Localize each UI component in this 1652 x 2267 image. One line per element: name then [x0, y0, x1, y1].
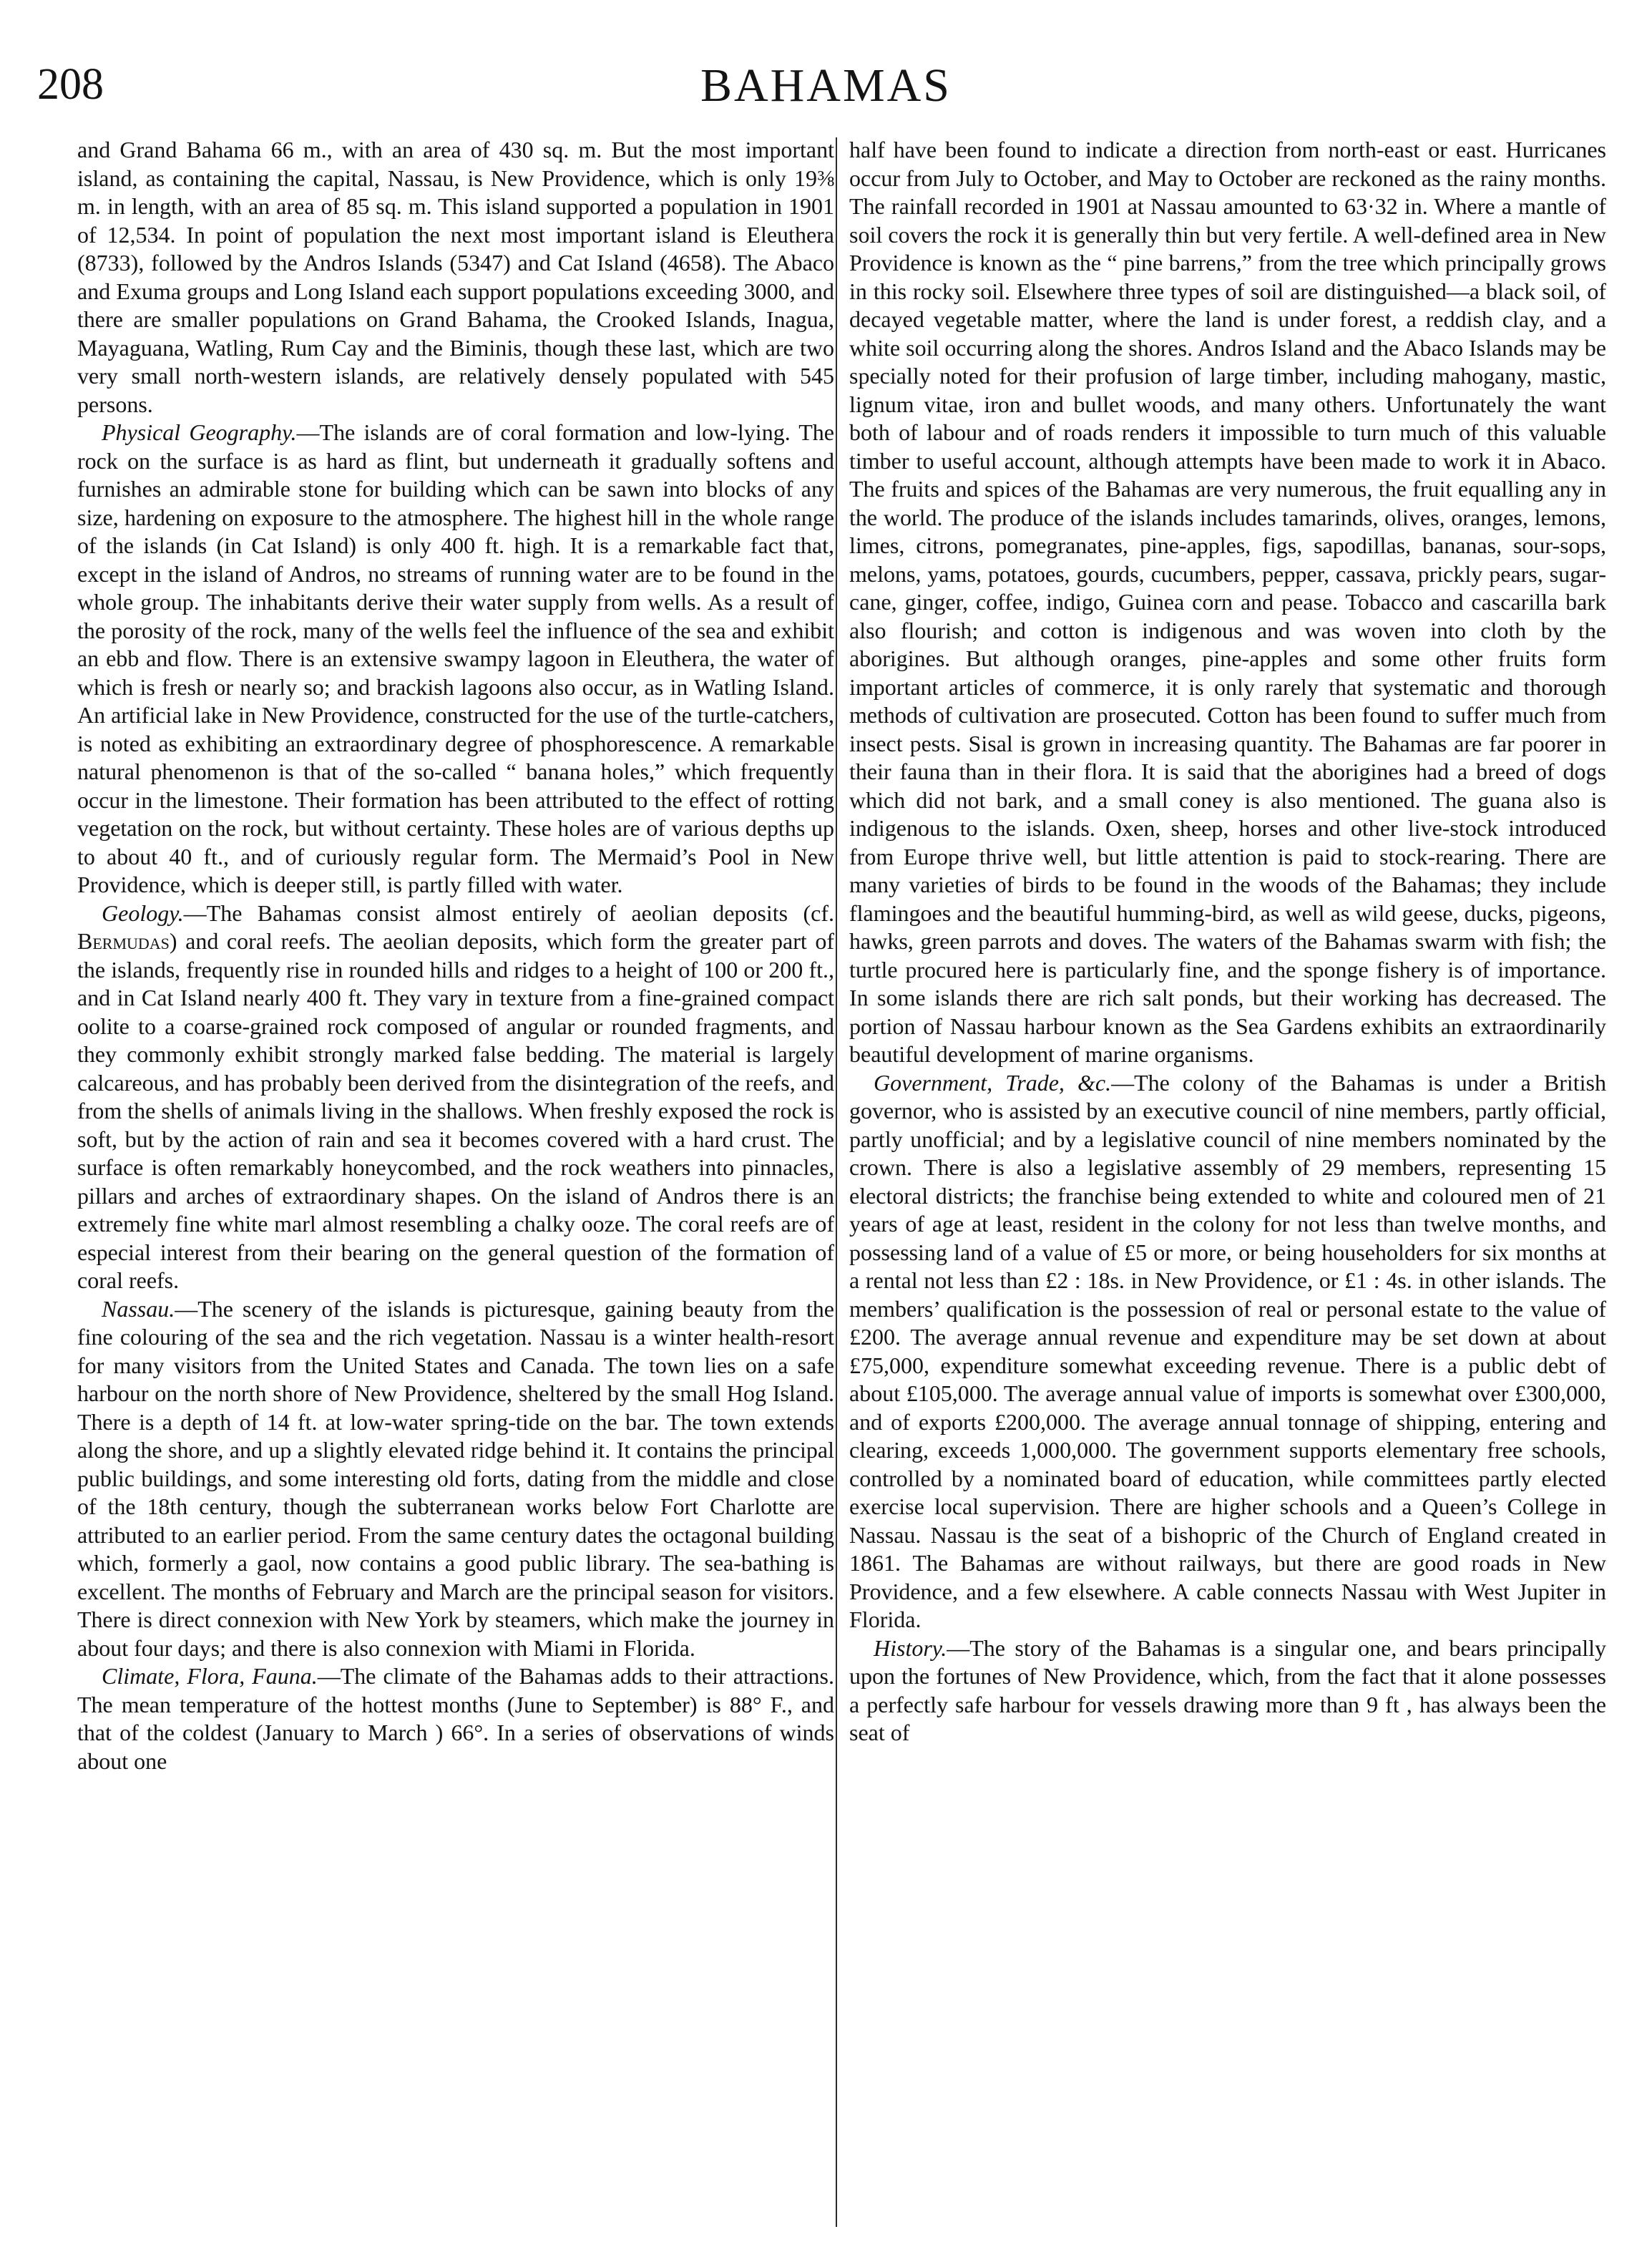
- paragraph-history: [849, 1634, 1606, 1747]
- section-heading-climate: Climate, Flora, Fauna.: [102, 1663, 318, 1689]
- cross-reference-bermudas: Bermudas: [77, 928, 170, 954]
- geology-text-a: —The Bahamas consist almost entirely of aeolian deposits (cf.: [183, 900, 834, 926]
- physical-geography-text: —The islands are of coral formation and low-lying. The rock on the surface is as hard as flint, but underneath it gradually softens and furnishes an admirable stone for building which can be sawn into blocks of any size, hardening on exposure to the atmosphere. The highest hill in the whole range of the islands (in Cat Island) is only 400 ft. high. It is a remarkable fact that, except in the island of Andros, no streams of running water are to be found in the whole group. The inhabitants derive their water supply from wells. As a result of the porosity of the rock, many of the wells feel the influence of the sea and exhibit an ebb and flow. There is an extensive swampy lagoon in Eleuthera, the water of which is fresh or nearly so; and brackish lagoons also occur, as in Watling Island. An artificial lake in New Providence, constructed for the use of the turtle-catchers, is noted as exhibiting an extraordinary degree of phosphorescence. A remarkable natural phenomenon is that of the so-called “ banana holes,” which frequently occur in the limestone. Their formation has been attributed to the effect of rotting vegetation on the rock, but without certainty. These holes are of various depths up to about 40 ft., and of curiously regular form. The Mermaid’s Pool in New Providence, which is deeper still, is partly filled with water.: [77, 419, 834, 897]
- right-column: [849, 136, 1606, 2233]
- history-text: —The story of the Bahamas is a singular one, and bears principally upon the fortunes of New Providence, which, from the fact that it alone possesses a perfectly safe harbour for vessels drawing more than 9 ft , has always been the seat of: [849, 1634, 1606, 1745]
- paragraph-islands-population: and Grand Bahama 66 m., with an area of 430 sq. m. But the most important island, as containing the capital, Nassau, is New Providence, which is only 19⅜ m. in length, with an area of 85 sq. m. This island supported a population in 1901 of 12,534. In point of population the next most important island is Eleuthera (8733), followed by the Andros Islands (5347) and Cat Island (4658). The Abaco and Exuma groups and Long Island each support populations exceeding 3000, and there are smaller populations on Grand Bahama, the Crooked Islands, Inagua, Mayaguana, Watling, Rum Cay and the Biminis, though these last, which are two very small north-western islands, are relatively densely populated with 545 persons.: [77, 137, 834, 417]
- page-number: 208: [37, 60, 104, 109]
- paragraph-government: [849, 1069, 1606, 1634]
- paragraph-climate-continued: half have been found to indicate a direction from north-east or east. Hurricanes occur from July to October, and May to October are reckoned as the rainy months. The rainfall recorded in 1901 at Nassau amounted to 63·32 in. Where a mantle of soil covers the rock it is generally thin but very fertile. A well-defined area in New Providence is known as the “ pine barrens,” from the tree which principally grows in this rocky soil. Elsewhere three types of soil are distinguished—a black soil, of decayed vegetable matter, where the land is under forest, a reddish clay, and a white soil occurring along the shores. Andros Island and the Abaco Islands may be specially noted for their profusion of large timber, including mahogany, mastic, lignum vitae, iron and bullet woods, and many others. Unfortunately the want both of labour and of roads renders it impossible to turn much of this valuable timber to useful account, although attempts have been made to work it in Abaco. The fruits and spices of the Bahamas are very numerous, the fruit equalling any in the world. The produce of the islands includes tamarinds, olives, oranges, lemons, limes, citrons, pomegranates, pine-apples, figs, sapodillas, bananas, sour-sops, melons, yams, potatoes, gourds, cucumbers, pepper, cassava, prickly pears, sugar-cane, ginger, coffee, indigo, Guinea corn and pease. Tobacco and cascarilla bark also flourish; and cotton is indigenous and was woven into cloth by the aborigines. But although oranges, pine-apples and some other fruits form important articles of commerce, it is only rarely that systematic and thorough methods of cultivation are prosecuted. Cotton has been found to suffer much from insect pests. Sisal is grown in increasing quantity. The Bahamas are far poorer in their fauna than in their flora. It is said that the aborigines had a breed of dogs which did not bark, and a small coney is also mentioned. The guana also is indigenous to the islands. Oxen, sheep, horses and other live-stock introduced from Europe thrive well, but little attention is paid to stock-rearing. There are many varieties of birds to be found in the woods of the Bahamas; they include flamingoes and the beautiful humming-bird, as well as wild geese, ducks, pigeons, hawks, green parrots and doves. The waters of the Bahamas swarm with fish; the turtle procured here is particularly fine, and the sponge fishery is of importance. In some islands there are rich salt ponds, but their working has decreased. The portion of Nassau harbour known as the Sea Gardens exhibits an extraordinarily beautiful development of marine organisms.: [849, 137, 1606, 1067]
- section-heading-physical-geography: Physical Geography.: [102, 419, 297, 445]
- text-columns: [77, 136, 1606, 2233]
- left-column: [77, 136, 834, 2233]
- climate-text: —The climate of the Bahamas adds to their attractions. The mean temperature of the hottest months (June to September) is 88° F., and that of the coldest (January to March ) 66°. In a series of observations of winds about one: [77, 1663, 834, 1774]
- paragraph-geology: [77, 900, 834, 1295]
- running-title: BAHAMAS: [700, 59, 952, 112]
- nassau-text: —The scenery of the islands is picturesque, gaining beauty from the fine colouring of the sea and the rich vegetation. Nassau is a winter health-resort for many visitors from the United States and Canada. The town lies on a safe harbour on the north shore of New Providence, sheltered by the small Hog Island. There is a depth of 14 ft. at low-water spring-tide on the bar. The town extends along the shore, and up a slightly elevated ridge behind it. It contains the principal public buildings, and some interesting old forts, dating from the middle and close of the 18th century, though the subterranean works below Fort Charlotte are attributed to an earlier period. From the same century dates the octagonal building which, formerly a gaol, now contains a good public library. The sea-bathing is excellent. The months of February and March are the principal season for visitors. There is direct connexion with New York by steamers, which make the journey in about four days; and there is also connexion with Miami in Florida.: [77, 1295, 834, 1661]
- section-heading-government: Government, Trade, &c.: [874, 1069, 1112, 1096]
- section-heading-geology: Geology.: [102, 900, 184, 926]
- paragraph-climate: [77, 1662, 834, 1775]
- section-heading-nassau: Nassau.: [102, 1295, 175, 1322]
- paragraph-physical-geography: [77, 419, 834, 900]
- paragraph-nassau: [77, 1295, 834, 1663]
- government-text: —The colony of the Bahamas is under a British governor, who is assisted by an executive council of nine members, partly official, partly unofficial; and by a legislative council of nine members nominated by the crown. There is also a legislative assembly of 29 members, representing 15 electoral districts; the franchise being extended to white and coloured men of 21 years of age at least, resident in the colony for not less than twelve months, and possessing land of a value of £5 or more, or being householders for six months at a rental not less than £2 : 18s. in New Providence, or £1 : 4s. in other islands. The members’ qualification is the possession of real or personal estate to the value of £200. The average annual revenue and expenditure may be set down at about £75,000, expenditure somewhat exceeding revenue. There is a public debt of about £105,000. The average annual value of imports is somewhat over £300,000, and of exports £200,000. The average annual tonnage of shipping, entering and clearing, exceeds 1,000,000. The government supports elementary free schools, controlled by a nominated board of education, while committees partly elected exercise local supervision. There are higher schools and a Queen’s College in Nassau. Nassau is the seat of a bishopric of the Church of England created in 1861. The Bahamas are without railways, but there are good roads in New Providence, and a few elsewhere. A cable connects Nassau with West Jupiter in Florida.: [849, 1069, 1606, 1632]
- section-heading-history: History.: [874, 1634, 947, 1661]
- geology-text-b: ) and coral reefs. The aeolian deposits, which form the greater part of the islands, frequently rise in rounded hills and ridges to a height of 100 or 200 ft., and in Cat Island nearly 400 ft. They vary in texture from a fine-grained compact oolite to a coarse-grained rock composed of angular or rounded fragments, and they commonly exhibit strongly marked false bedding. The material is largely calcareous, and has probably been derived from the disintegration of the reefs, and from the shells of animals living in the shallows. When freshly exposed the rock is soft, but by the action of rain and sea it becomes covered with a hard crust. The surface is often remarkably honeycombed, and the rock weathers into pinnacles, pillars and arches of extraordinary shapes. On the island of Andros there is an extremely fine white marl almost resembling a chalky ooze. The coral reefs are of especial interest from their bearing on the general question of the formation of coral reefs.: [77, 928, 834, 1293]
